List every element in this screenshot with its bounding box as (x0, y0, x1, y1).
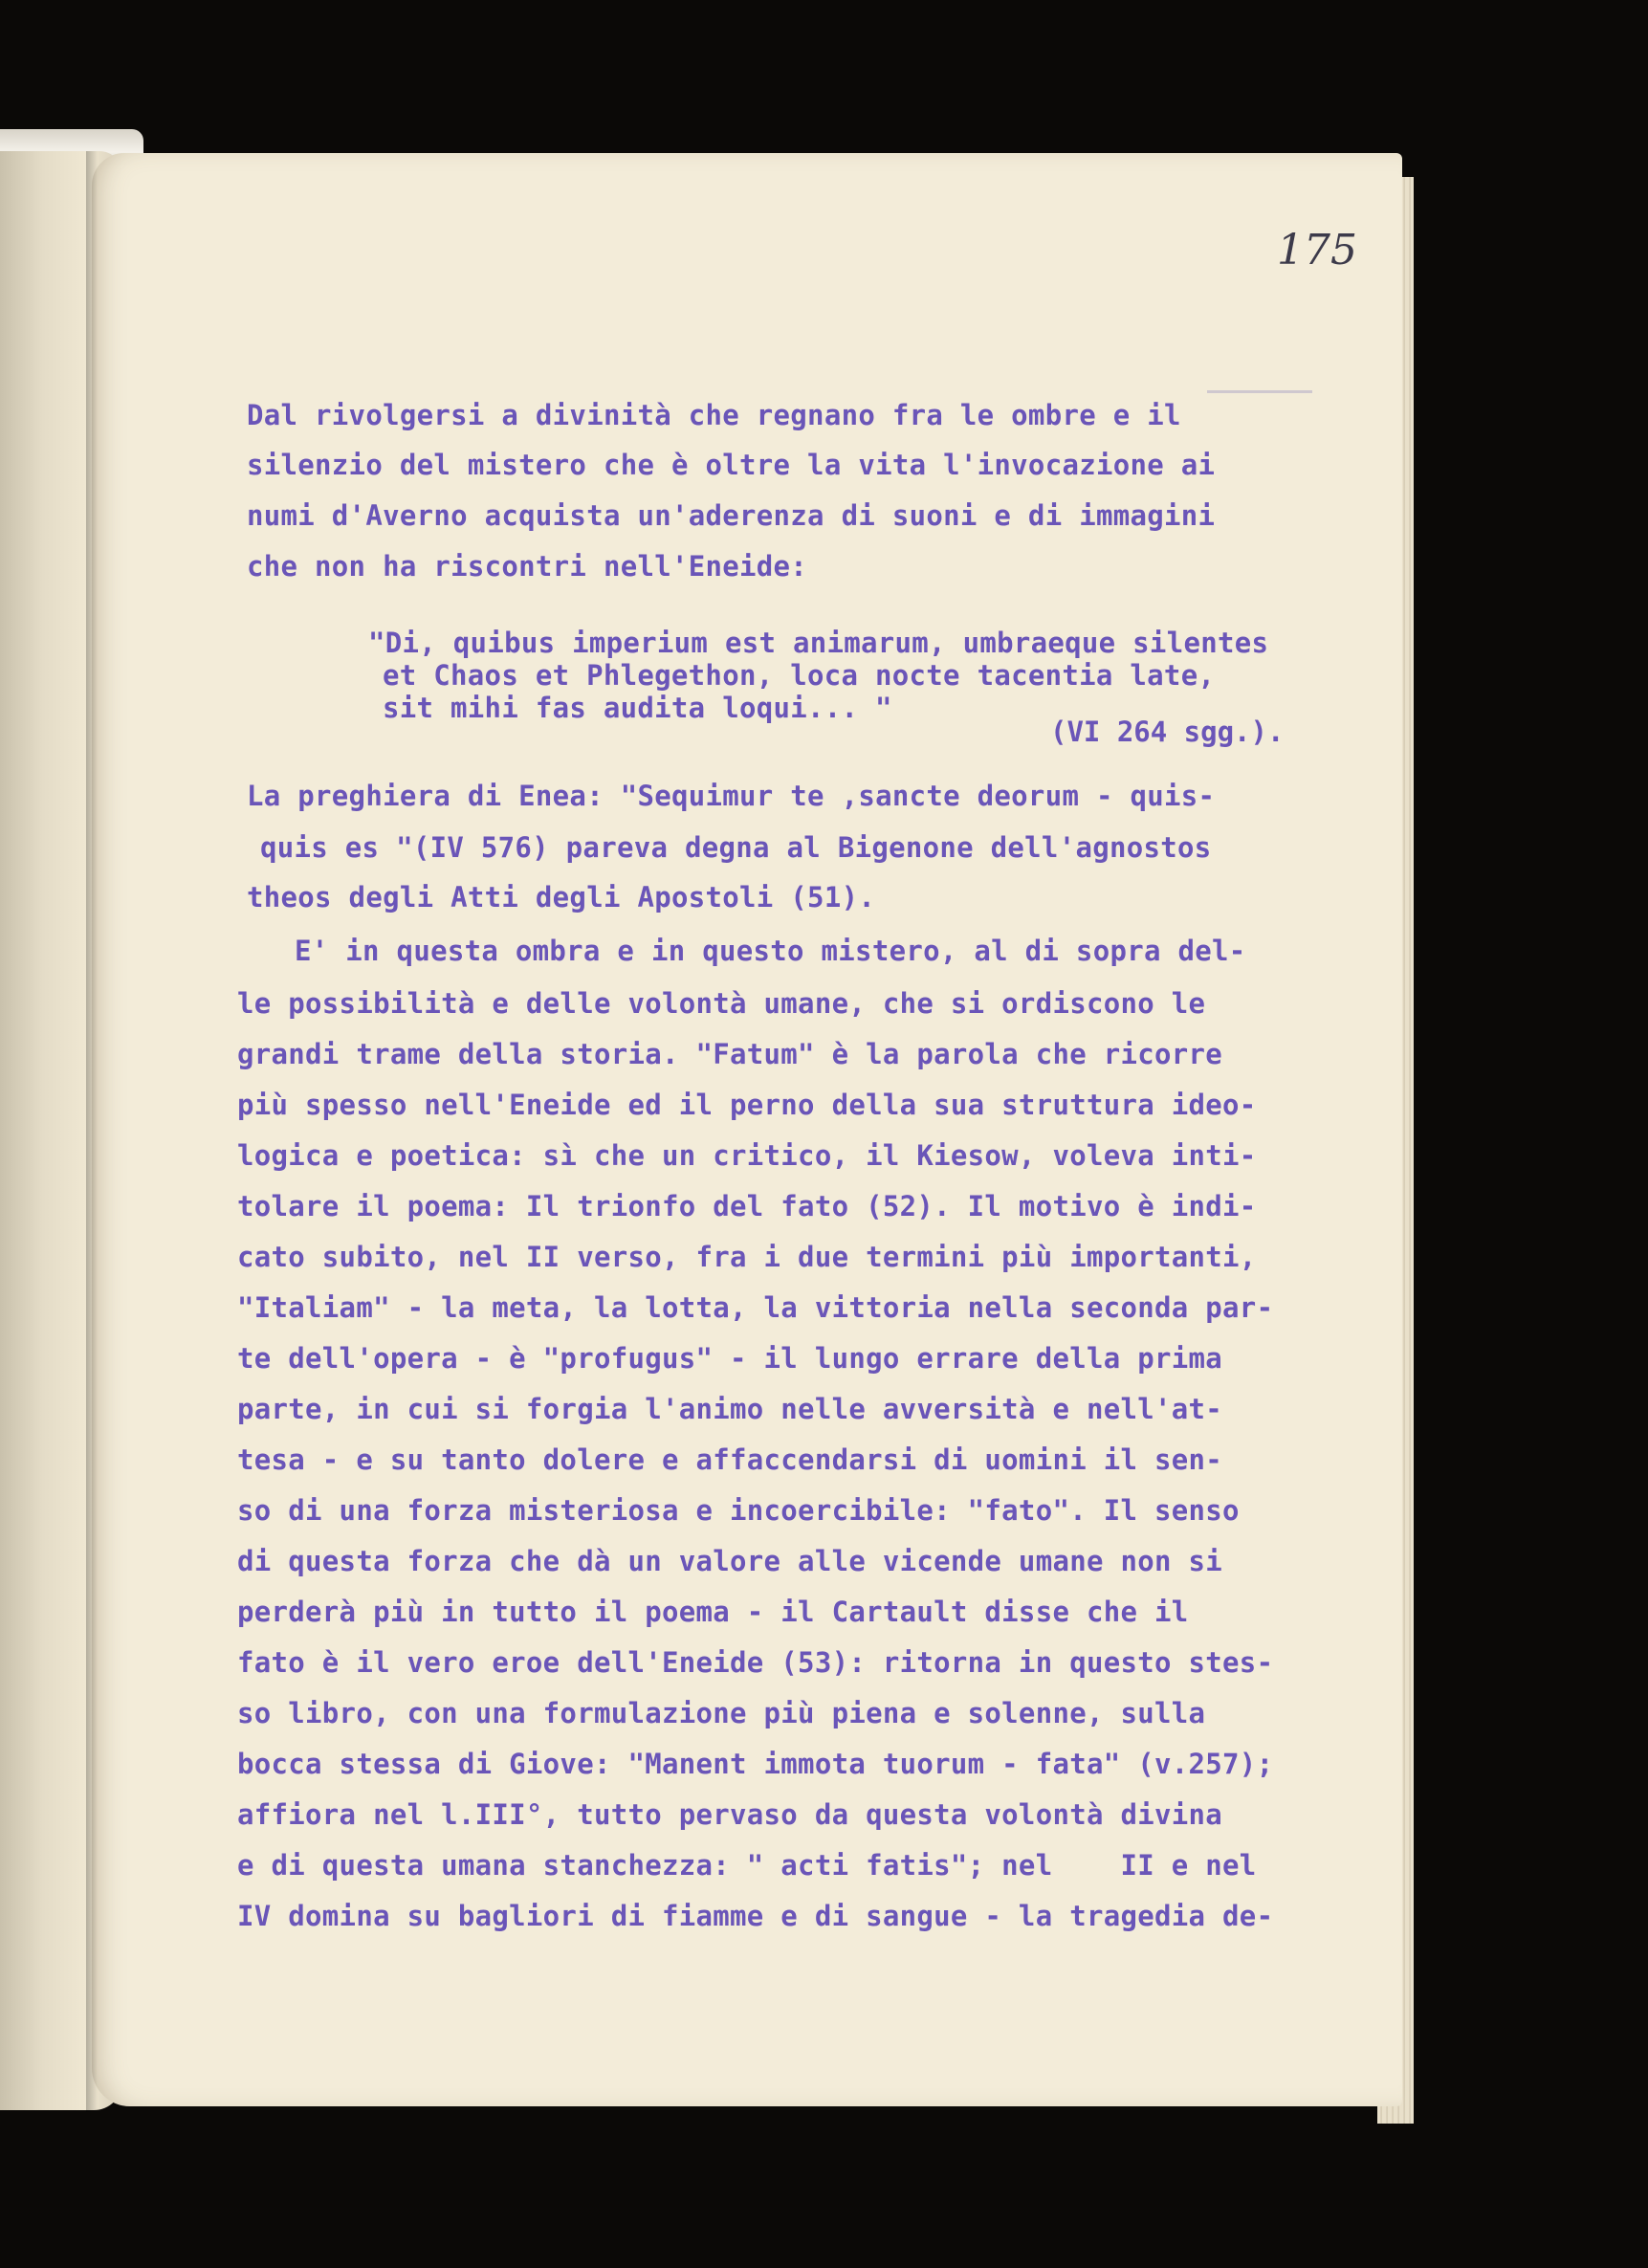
text-line: perderà più in tutto il poema - il Cartault disse che il (237, 1596, 1189, 1628)
text-line: le possibilità e delle volontà umane, che si ordiscono le (237, 987, 1206, 1020)
text-line: so libro, con una formulazione più piena e solenne, sulla (237, 1697, 1206, 1729)
text-line: e di questa umana stanchezza: " acti fatis"; nel II e nel (237, 1849, 1257, 1882)
text-line: te dell'opera - è "profugus" - il lungo errare della prima (237, 1342, 1223, 1375)
text-line: logica e poetica: sì che un critico, il Kiesow, voleva inti- (237, 1139, 1257, 1172)
text-line: silenzio del mistero che è oltre la vita l'invocazione ai (247, 449, 1216, 481)
text-line: di questa forza che dà un valore alle vicende umane non si (237, 1545, 1223, 1577)
text-line: so di una forza misteriosa e incoercibile: "fato". Il senso (237, 1494, 1240, 1527)
text-line: quis es "(IV 576) pareva degna al Bigenone dell'agnostos (260, 831, 1212, 864)
page-number: 175 (1277, 226, 1357, 275)
text-line: bocca stessa di Giove: "Manent immota tuorum - fata" (v.257); (237, 1748, 1274, 1780)
quote-line: sit mihi fas audita loqui... " (383, 692, 892, 724)
text-line: E' in questa ombra e in questo mistero, al di sopra del- (295, 935, 1246, 967)
text-line: grandi trame della storia. "Fatum" è la parola che ricorre (237, 1038, 1223, 1070)
book-spine-shadow (86, 151, 98, 2112)
quote-line: et Chaos et Phlegethon, loca nocte tacentia late, (383, 659, 1216, 692)
quote-line: "Di, quibus imperium est animarum, umbraeque silentes (368, 627, 1269, 659)
text-line: La preghiera di Enea: "Sequimur te ,sancte deorum - quis- (247, 780, 1216, 812)
text-line: fato è il vero eroe dell'Eneide (53): ritorna in questo stes- (237, 1646, 1274, 1679)
quote-citation: (VI 264 sgg.). (1050, 716, 1285, 748)
text-line: numi d'Averno acquista un'aderenza di suoni e di immagini (247, 499, 1216, 532)
text-line: tolare il poema: Il trionfo del fato (52). Il motivo è indi- (237, 1190, 1257, 1222)
text-line: "Italiam" - la meta, la lotta, la vittoria nella seconda par- (237, 1291, 1274, 1324)
text-line: parte, in cui si forgia l'animo nelle avversità e nell'at- (237, 1393, 1223, 1425)
text-line: tesa - e su tanto dolere e affaccendarsi di uomini il sen- (237, 1443, 1223, 1476)
text-line: theos degli Atti degli Apostoli (51). (247, 881, 876, 914)
text-line: affiora nel l.III°, tutto pervaso da questa volontà divina (237, 1798, 1223, 1831)
text-line: cato subito, nel II verso, fra i due termini più importanti, (237, 1241, 1257, 1273)
text-line: IV domina su bagliori di fiamme e di sangue - la tragedia de- (237, 1900, 1274, 1932)
text-line: Dal rivolgersi a divinità che regnano fra le ombre e il (247, 399, 1181, 431)
margin-mark (1207, 390, 1312, 393)
text-line: più spesso nell'Eneide ed il perno della sua struttura ideo- (237, 1089, 1257, 1121)
text-line: che non ha riscontri nell'Eneide: (247, 550, 808, 583)
